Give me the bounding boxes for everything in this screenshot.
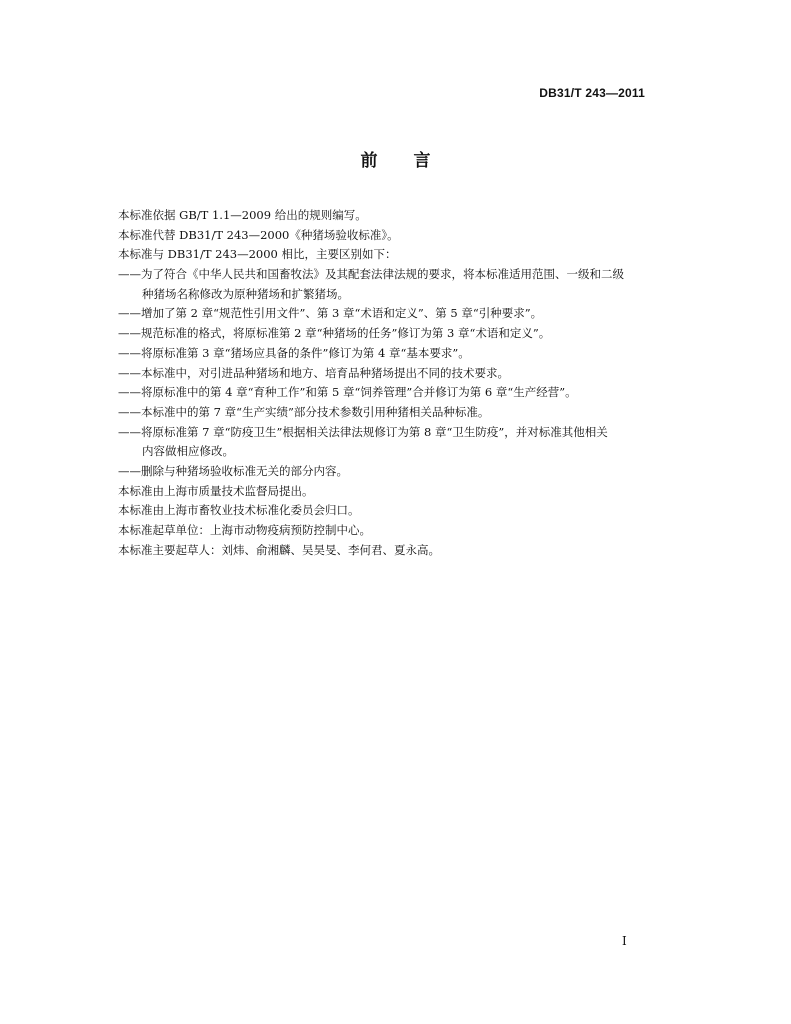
list-item: ——为了符合《中华人民共和国畜牧法》及其配套法律法规的要求，将本标准适用范围、一级和二级 [118,267,624,282]
list-item: ——将原标准第 3 章“猪场应具备的条件”修订为第 4 章“基本要求”。 [118,345,470,360]
list-item: ——本标准中，对引进品种猪场和地方、培育品种猪场提出不同的技术要求。 [118,365,509,380]
text-line: 本标准由上海市畜牧业技术标准化委员会归口。 [118,503,360,518]
text-line: 本标准起草单位：上海市动物疫病预防控制中心。 [118,523,371,537]
list-item: ——增加了第 2 章“规范性引用文件”、第 3 章“术语和定义”、第 5 章“引种要求”。 [118,306,543,321]
page-title: 前言 [360,151,467,171]
list-item: ——删除与种猪场验收标准无关的部分内容。 [118,463,348,478]
list-item: ——将原标准第 7 章“防疫卫生”根据相关法律法规修订为第 8 章“卫生防疫”，并对标准其他相关 [118,424,608,439]
page-number: I [622,934,627,948]
list-item: ——规范标准的格式，将原标准第 2 章“种猪场的任务”修订为第 3 章“术语和定义”。 [118,326,551,341]
text-line: 本标准代替 DB31/T 243—2000《种猪场验收标准》。 [118,227,399,242]
list-item-continuation: 种猪场名称修改为原种猪场和扩繁猪场。 [142,286,349,301]
document-code: DB31/T 243—2011 [539,86,645,100]
text-line: 本标准依据 GB/T 1.1—2009 给出的规则编写。 [118,208,367,222]
list-item: ——将原标准中的第 4 章“育种工作”和第 5 章“饲养管理”合并修订为第 6 章“生产经营”。 [118,385,577,400]
list-item: ——本标准中的第 7 章“生产实绩”部分技术参数引用种猪相关品种标准。 [118,404,490,419]
text-line: 本标准主要起草人：刘炜、俞湘麟、吴昊旻、李何君、夏永高。 [118,542,440,557]
text-line: 本标准与 DB31/T 243—2000 相比，主要区别如下： [118,247,397,262]
list-item-continuation: 内容做相应修改。 [142,444,234,459]
foreword-body [118,206,658,560]
text-line: 本标准由上海市质量技术监督局提出。 [118,483,314,498]
